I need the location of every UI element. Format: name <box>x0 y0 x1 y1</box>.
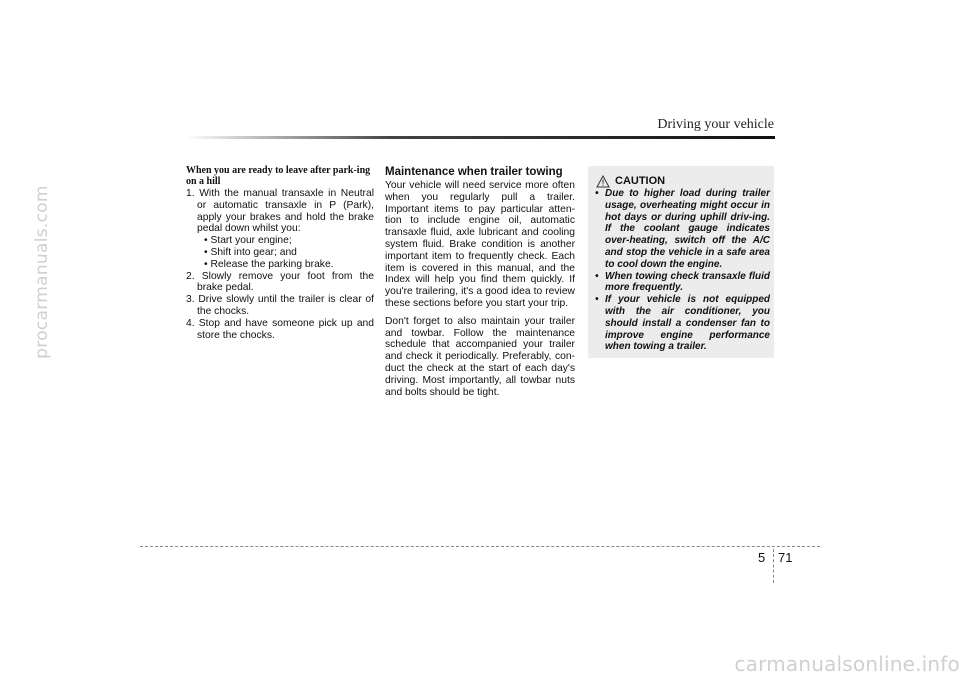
footer-rule <box>140 546 820 547</box>
paragraph-service: Your vehicle will need service more often when you regularly pull a trailer. Important items to pay particular atten-tion to include engine oil, automatic transaxle fluid, axle lubricant and cooling system fluid. Brake condition is another important item to frequently check. Each item is covered in this manual, and the Index will help you find them quickly. If you're trailering, it's a good idea to review these sections before you start your trip. <box>385 180 575 309</box>
step-3: 3. Drive slowly until the trailer is clear of the chocks. <box>186 294 374 317</box>
bullet: • <box>595 188 599 199</box>
step-1: 1. With the manual transaxle in Neutral or automatic transaxle in P (Park), apply your brakes and hold the brake pedal down whilst you: <box>186 188 374 235</box>
caution-list <box>595 188 770 353</box>
side-watermark: procarmanuals.com <box>32 185 52 359</box>
warning-triangle-icon <box>596 175 610 188</box>
section-title: Maintenance when trailer towing <box>385 166 563 178</box>
left-column <box>186 165 374 341</box>
bottom-watermark: carmanualsonline.info <box>734 652 960 676</box>
substep-release-brake: • Release the parking brake. <box>204 258 334 270</box>
caution-item <box>595 188 770 271</box>
caution-item-text: When towing check transaxle fluid more frequently. <box>605 270 770 294</box>
substep-shift-gear: • Shift into gear; and <box>204 246 297 258</box>
chapter-number: 5 <box>758 550 766 565</box>
step-4: 4. Stop and have someone pick up and store the chocks. <box>186 317 374 341</box>
header-rule <box>185 136 775 139</box>
caution-item-text: Due to higher load during trailer usage, overheating might occur in hot days or during uphill driv-ing. If the coolant gauge indicates over-heating, switch off the A/C and stop the vehicle in a safe area to cool down the engine. <box>605 188 770 270</box>
footer-divider <box>773 549 774 583</box>
middle-column <box>385 166 575 404</box>
caution-item <box>595 294 770 353</box>
substep-start-engine: • Start your engine; <box>204 235 292 247</box>
caution-item <box>595 271 770 295</box>
bullet: • <box>595 294 599 306</box>
page-header-title: Driving your vehicle <box>657 117 774 132</box>
paragraph-trailer-maintenance: Don't forget to also maintain your trailer and towbar. Follow the maintenance schedule that accompanied your trailer and check it periodically. Preferably, con-duct the check at the start of each day's driving. Most importantly, all towbar nuts and bolts should be tight. <box>385 315 575 398</box>
bullet: • <box>595 270 599 282</box>
caution-box <box>588 166 774 358</box>
caution-item-text: If your vehicle is not equipped with the air conditioner, you should install a condenser fan to improve engine performance when towing a trailer. <box>605 294 770 353</box>
subheading: When you are ready to leave after park-ing on a hill <box>186 165 371 187</box>
caution-title: CAUTION <box>615 175 666 187</box>
page-number: 71 <box>778 550 793 565</box>
step-2: 2. Slowly remove your foot from the brake pedal. <box>186 270 374 294</box>
caution-header <box>596 174 665 188</box>
